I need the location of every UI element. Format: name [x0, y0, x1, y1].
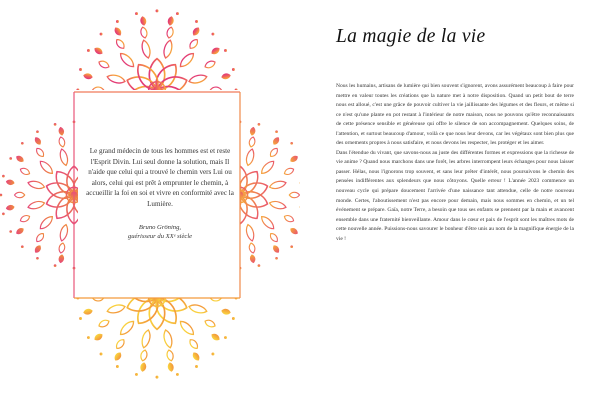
- article-title: La magie de la vie: [336, 26, 486, 47]
- article-body: [336, 82, 574, 244]
- article-paragraph-1: Nous les humains, artisans de lumière qui bien souvent s'ignorent, avons assurément beaucoup à faire pour mettre en valeur toutes les créations que la nature met à notre disposition. Quand un petit bout de terre nous est alloué, c'est une grâce de pouvoir cultiver la vie jaillissante des légumes et des fleurs, et même si ce n'est qu'une plante en pot restant à l'intérieur de notre maison, nous ne pouvons qu'être reconnaissants de cette présence sensible et généreuse qui offre le silence de son accompagnement. Quelques soins, de l'attention, et surtout beaucoup d'amour, voilà ce que nous leur devons, car les végétaux sont bien plus que des ornements propres à nous satisfaire, et nous devons les respecter, les protéger et les aimer.: [336, 83, 574, 147]
- article-paragraph-2: Dans l'étendue du vivant, que savons-nous au juste des différentes formes et expressions que la richesse de vie anime ? Quand nous marchons dans une forêt, les arbres interrompent leurs échanges pour nous laisser passer. Hélas, nous l'ignorons trop souvent, et sans leur prêter d'intérêt, nous poursuivons le chemin des pensées indifférentes aux splendeurs que nous côtoyons. Quelle erreur ! L'année 2023 commence un nouveau cycle qui prépare doucement l'arrivée d'une naissance tant attendue, celle de notre nouveau monde. Certes, l'aboutissement n'est pas encore pour demain, mais nous sommes en chemin, et un tel événement se prépare. Gaïa, notre Terre, a besoin que tous ses enfants se prennent par la main et avancent ensemble dans une fraternité bienveillante. Amour dans le cœur et paix de l'esprit sont les maîtres mots de cette nouvelle année. Puissions-nous savourer le bonheur d'être unis au nom de la magnifique énergie de la vie !: [336, 149, 574, 242]
- quote-author: Bruno Gröning,: [138, 223, 182, 231]
- quote-block: [82, 146, 238, 241]
- quote-text: Le grand médecin de tous les hommes est et reste l'Esprit Divin. Lui seul donne la solution, mais Il n'aide que celui qui a trouvé le chemin vers Lui ou alors, celui qui est prêt à emprunter le chemin, à accueillir la foi en soi et vivre en conformité avec la Lumière.: [86, 147, 234, 208]
- quote-author-role: guérisseur du XXᵉ siècle: [127, 232, 193, 240]
